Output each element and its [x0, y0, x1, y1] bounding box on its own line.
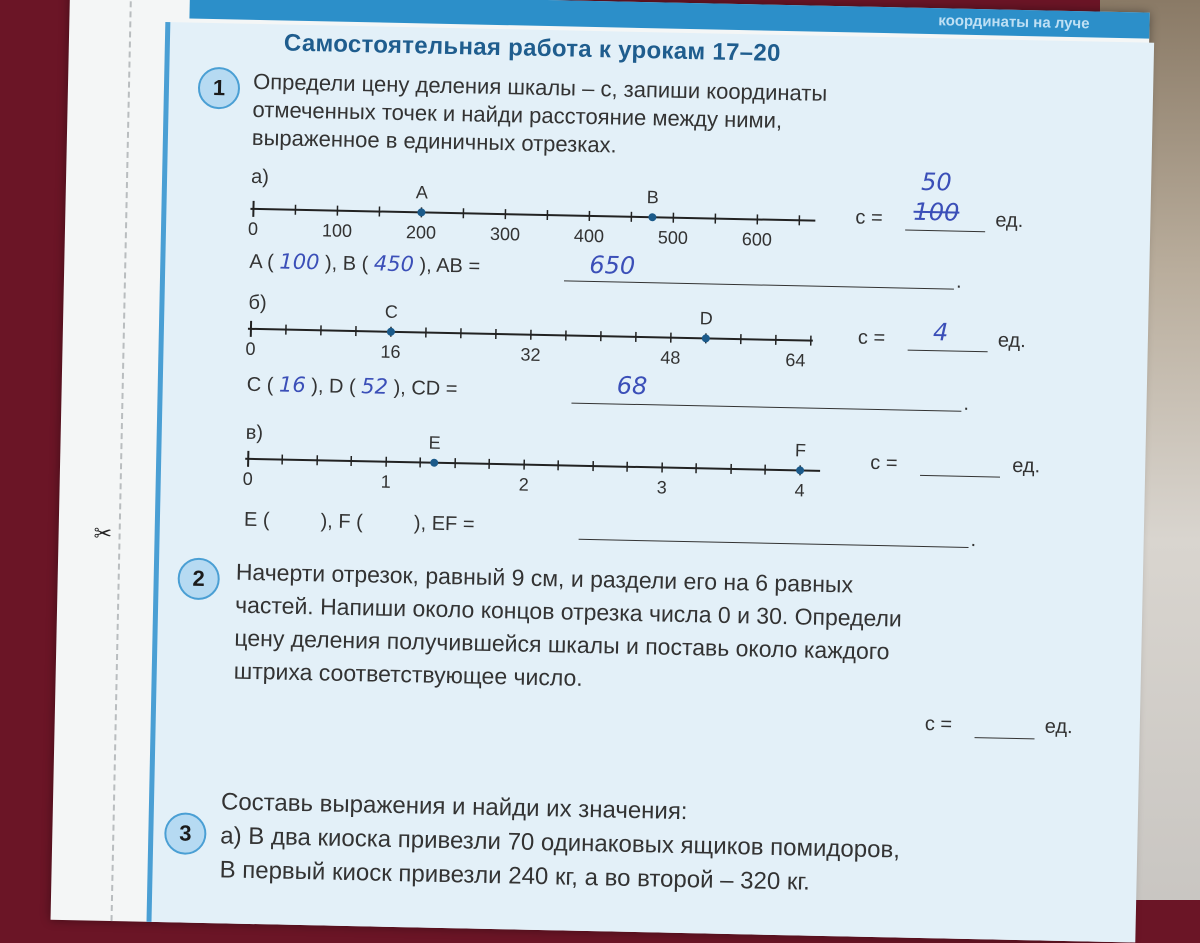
- answer-text: ), EF =: [414, 512, 475, 535]
- axis-line: [245, 459, 820, 471]
- tick-label: 200: [406, 222, 436, 243]
- point-f: [796, 466, 804, 474]
- answer-text: A (: [249, 251, 274, 274]
- task1-line: выраженное в единичных отрезках.: [252, 124, 827, 164]
- tick-label: 64: [785, 350, 805, 370]
- answer-text: C (: [247, 374, 274, 397]
- tick-label: 32: [520, 345, 540, 365]
- tick-label: 48: [660, 347, 680, 367]
- tick-label: 100: [322, 220, 352, 241]
- task3-text: [219, 785, 901, 901]
- tick-label: 300: [490, 224, 520, 245]
- answer-text: ), B (: [325, 252, 369, 275]
- point-b: [648, 213, 656, 221]
- c-prefix-b: c =: [858, 327, 886, 351]
- header-band-text: координаты на луче: [938, 12, 1090, 32]
- number-line-a: [245, 179, 826, 251]
- answer-value: 52: [361, 374, 388, 399]
- part-a-label: а): [251, 166, 269, 189]
- answer-period: .: [956, 271, 962, 294]
- task3-line: В первый киоск привезли 240 кг, а во второй – 320 кг.: [219, 853, 899, 901]
- task2-text: [233, 556, 902, 702]
- tick-label: 0: [248, 219, 258, 239]
- number-line-b: [242, 299, 823, 371]
- point-e: [430, 459, 438, 467]
- c-unit-b: ед.: [998, 330, 1026, 354]
- c-value-a: 100: [913, 198, 959, 227]
- tick-label: 600: [742, 229, 772, 250]
- point-a-label: A: [416, 182, 428, 202]
- task2-line: штриха соответствующее число.: [233, 655, 900, 702]
- task-number-1: 1: [198, 67, 241, 110]
- answer-line-c: [244, 509, 475, 537]
- tick-label: 400: [574, 226, 604, 247]
- tick-label: 16: [380, 342, 400, 362]
- part-b-label: б): [248, 292, 267, 315]
- c-value-top-a: 50: [921, 168, 952, 197]
- task-number-2: 2: [177, 557, 220, 600]
- tick-label: 0: [245, 339, 255, 359]
- tick-label: 1: [381, 472, 391, 492]
- task1-line: Определи цену деления шкалы – c, запиши координаты: [253, 68, 828, 108]
- answer-text: ), AB =: [419, 254, 480, 277]
- c-value-b: 4: [933, 318, 949, 346]
- tick-label: 0: [243, 469, 253, 489]
- c-prefix-c: c =: [870, 452, 898, 476]
- answer-text: ), D (: [311, 375, 356, 398]
- task3-line: Составь выражения и найди их значения:: [221, 785, 901, 833]
- answer-value: 16: [279, 372, 306, 397]
- answer-value: 450: [374, 251, 415, 276]
- task3-line: а) В два киоска привезли 70 одинаковых ящиков помидоров,: [220, 819, 900, 867]
- c-unit-2: ед.: [1045, 716, 1073, 740]
- answer-ab-value: 650: [589, 251, 635, 280]
- task-number-3: 3: [164, 812, 207, 855]
- answer-line-b: [247, 372, 458, 401]
- answer-blank-e[interactable]: [275, 526, 315, 527]
- tick-label: 4: [794, 480, 804, 500]
- answer-blank-f[interactable]: [368, 528, 408, 529]
- part-c-label: в): [246, 422, 264, 445]
- point-b-label: B: [647, 187, 659, 207]
- task2-line: Начерти отрезок, равный 9 см, и раздели его на 6 равных: [236, 556, 903, 603]
- c-prefix-a: c =: [855, 207, 883, 231]
- answer-value: 100: [279, 249, 320, 274]
- task2-line: цену деления получившейся шкалы и поставь около каждого: [234, 622, 901, 669]
- scissors-icon: ✂: [93, 521, 112, 547]
- page-title: Самостоятельная работа к урокам 17–20: [284, 29, 781, 67]
- task1-text: [252, 68, 828, 164]
- c-unit-c: ед.: [1012, 455, 1040, 479]
- tick-label: 2: [519, 475, 529, 495]
- c-unit-a: ед.: [995, 209, 1023, 233]
- answer-text: E (: [244, 509, 270, 532]
- answer-line-a: [249, 249, 480, 279]
- task2-line: частей. Напиши около концов отрезка числа 0 и 30. Определи: [235, 589, 902, 636]
- cut-line: [111, 0, 132, 921]
- tick-label: 3: [656, 477, 666, 497]
- answer-period: .: [963, 393, 969, 416]
- answer-text: ), CD =: [393, 377, 457, 400]
- point-d-label: D: [700, 308, 713, 328]
- workbook-page: [51, 0, 1150, 942]
- point-e-label: E: [428, 433, 440, 453]
- task1-line: отмеченных точек и найди расстояние между ними,: [252, 96, 827, 136]
- tick-label: 500: [658, 227, 688, 248]
- point-d: [702, 334, 710, 342]
- answer-period: .: [970, 529, 976, 552]
- point-c-label: C: [385, 302, 398, 322]
- axis-line: [250, 209, 815, 221]
- c-prefix-2: c =: [925, 713, 953, 737]
- point-c: [387, 328, 395, 336]
- point-a: [417, 208, 425, 216]
- point-f-label: F: [795, 440, 806, 460]
- number-line-c: [240, 429, 831, 501]
- answer-cd-value: 68: [617, 372, 648, 401]
- answer-text: ), F (: [320, 510, 363, 533]
